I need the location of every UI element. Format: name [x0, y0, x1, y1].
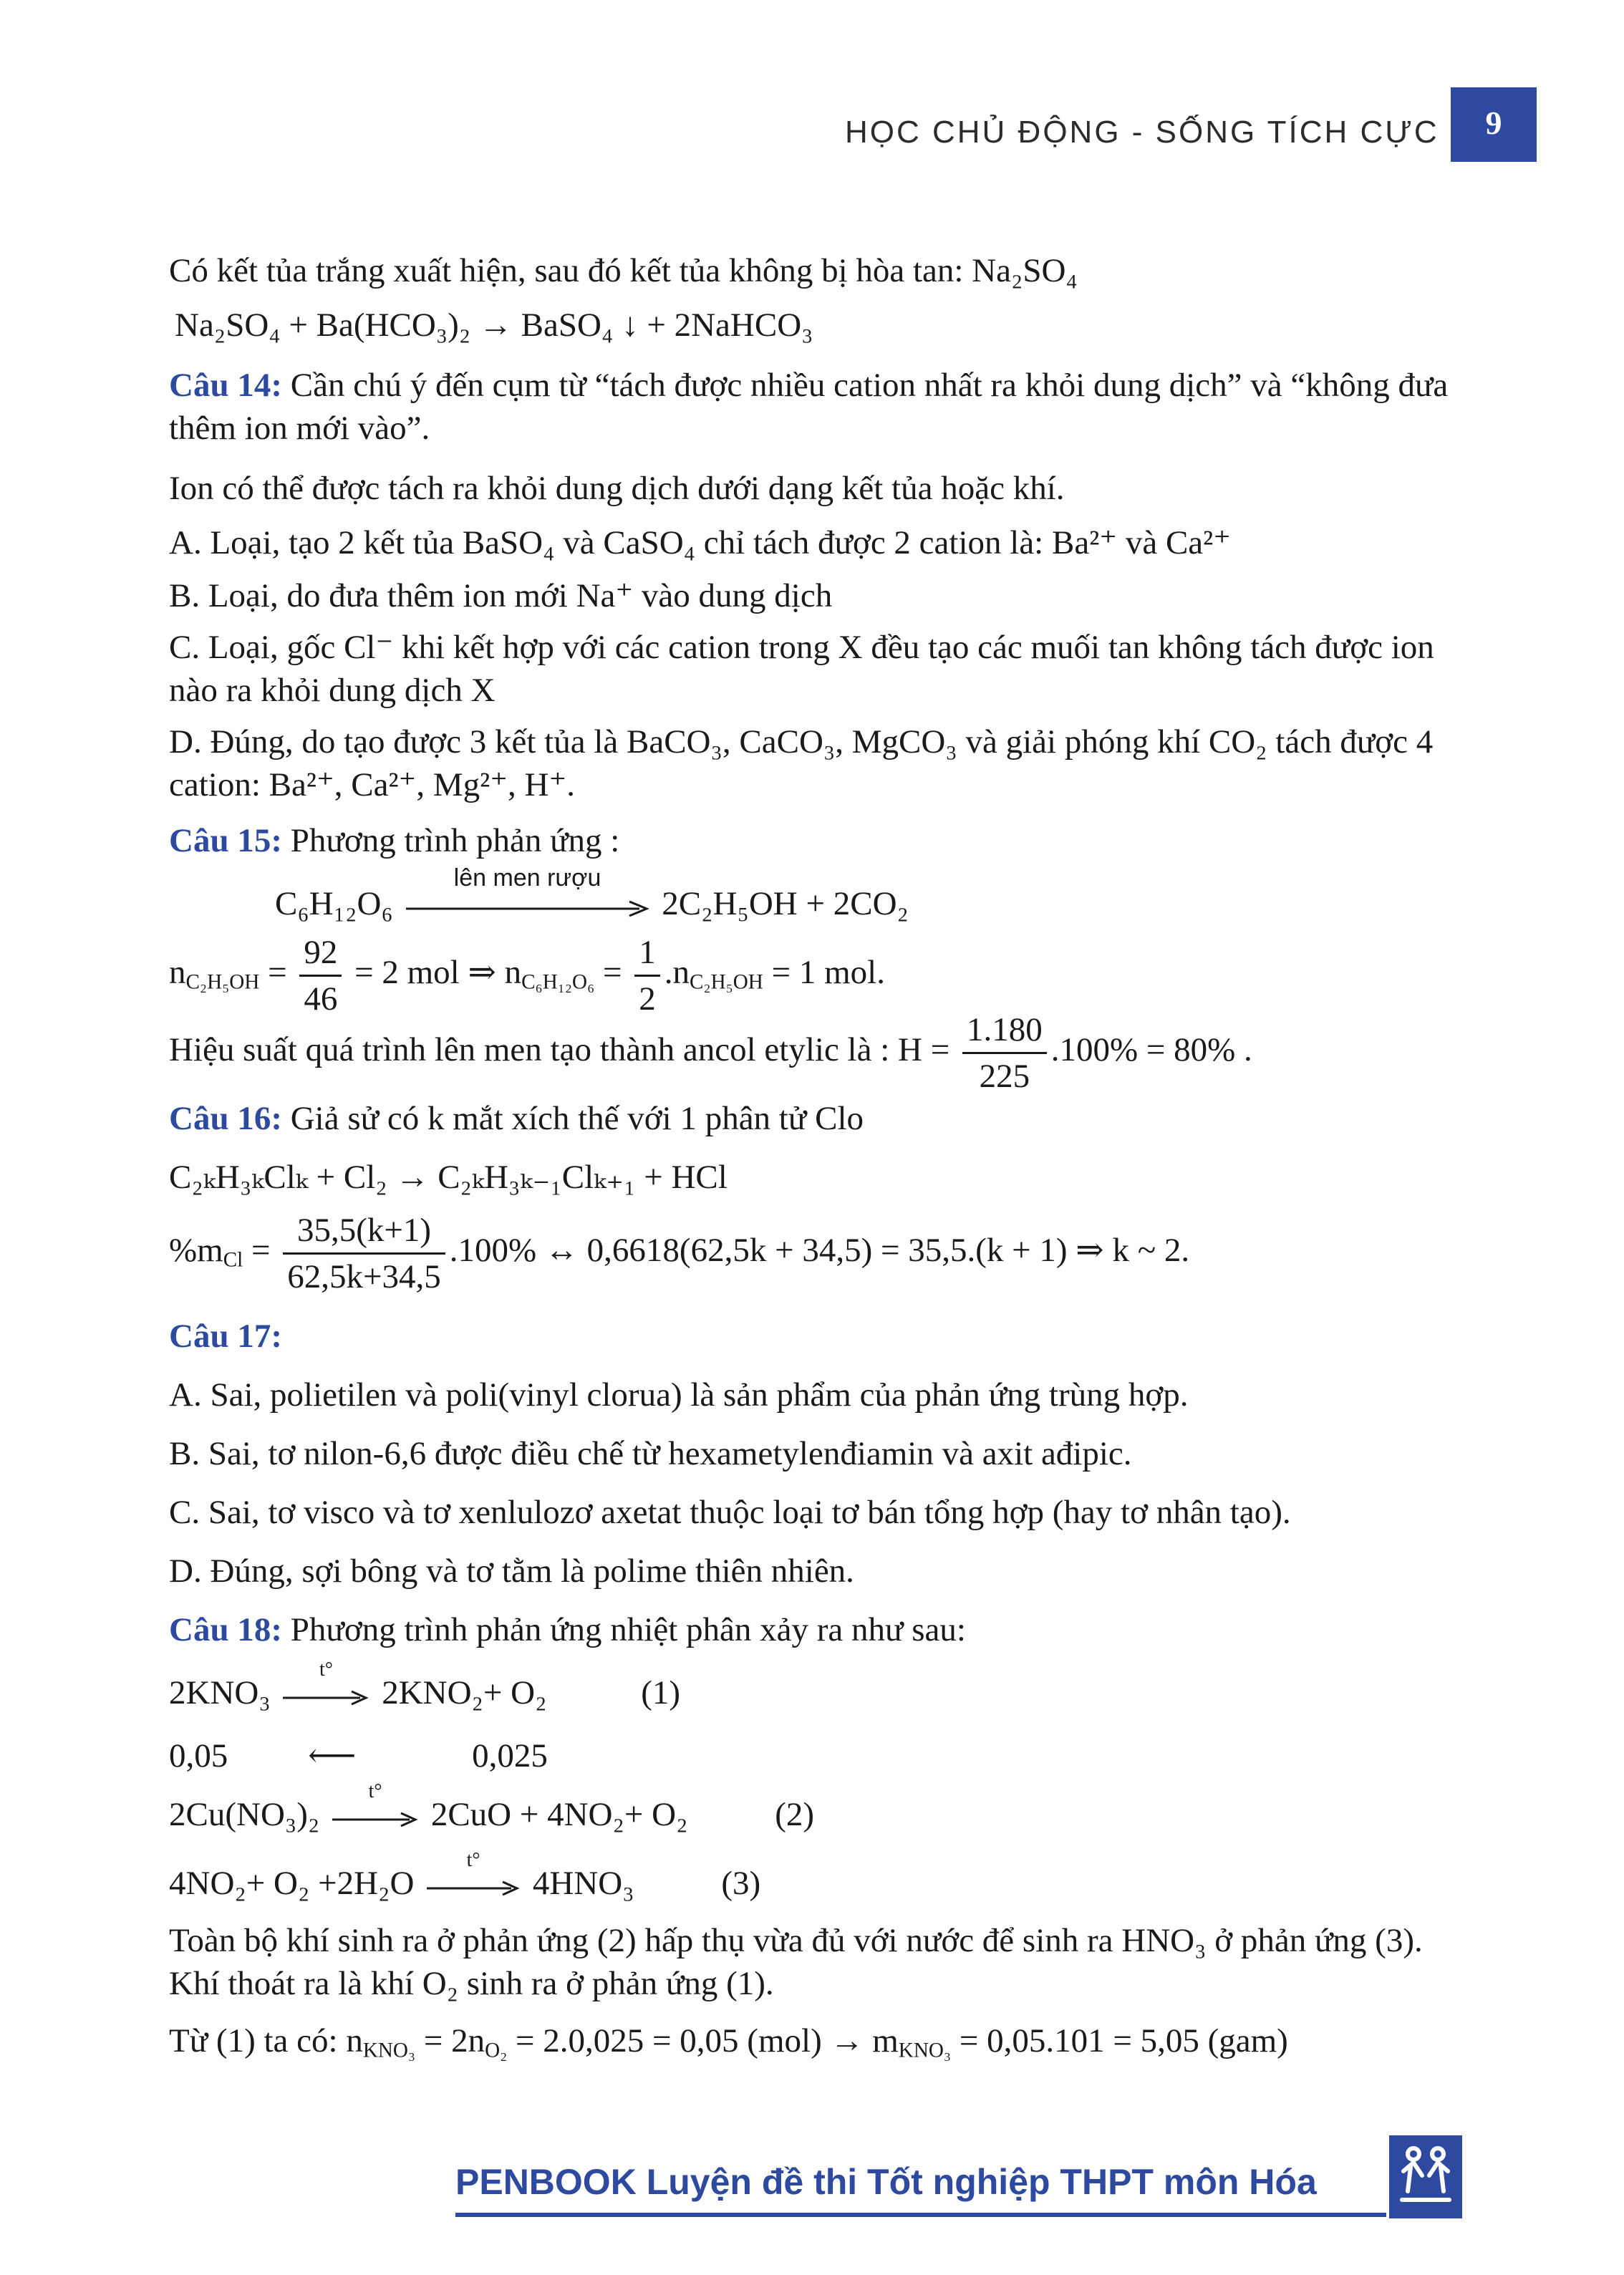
r3-number: (3): [721, 1865, 761, 1902]
intro-equation: Na₂SO₄ + Ba(HCO₃)₂ → BaSO₄ ↓ + 2NaHCO₃: [175, 306, 813, 344]
q15-heading: [169, 819, 619, 862]
q17-option-a: A. Sai, polietilen và poli(vinyl clorua) là sản phẩm của phản ứng trùng hợp.: [169, 1376, 1189, 1414]
q15-yield: [169, 1005, 1252, 1094]
r3-arrow: [427, 1849, 520, 1908]
q15-text: Phương trình phản ứng :: [290, 822, 620, 859]
r2-reactant: 2Cu(NO₃)₂: [169, 1796, 320, 1833]
intro-line: Có kết tủa trắng xuất hiện, sau đó kết tủa không bị hòa tan: Na₂SO₄: [169, 252, 1078, 289]
r2-condition: t°: [368, 1780, 382, 1803]
mole-right: 0,025: [472, 1737, 548, 1774]
r1-product: 2KNO₂+ O₂: [382, 1674, 547, 1711]
q15-mid: = 2 mol ⇒ n: [354, 954, 522, 991]
q14-line2: Ion có thể được tách ra khỏi dung dịch dưới dạng kết tủa hoặc khí.: [169, 470, 1065, 507]
q15-condition: lên men rượu: [453, 864, 601, 892]
penbook-logo-icon: [1389, 2135, 1462, 2218]
q14-option-c: C. Loại, gốc Cl⁻ khi kết hợp với các cation trong X đều tạo các muối tan không tách được ion nào ra khỏi dung dịch X: [169, 629, 1434, 709]
q16-heading: [169, 1097, 864, 1140]
q17-label: Câu 17:: [169, 1318, 282, 1355]
q18-reaction-3: [169, 1849, 761, 1908]
q14-label: Câu 14:: [169, 367, 282, 404]
q16-percent-symbol: %m: [169, 1232, 223, 1269]
q15-label: Câu 15:: [169, 822, 282, 859]
q15-sub-ethanol-2: C₂H₅OH: [690, 970, 763, 994]
q15-reaction: [275, 864, 909, 928]
q15-sub-glucose: C₆H₁₂O₆: [521, 970, 595, 994]
frac-denominator: 46: [304, 980, 338, 1018]
q14-option-b: B. Loại, do đưa thêm ion mới Na⁺ vào dung dịch: [169, 577, 833, 614]
q18-reaction-2: [169, 1780, 815, 1839]
final-pre: Từ (1) ta có: n: [169, 2022, 363, 2059]
r2-number: (2): [775, 1796, 815, 1833]
arrow-right-icon: [427, 1880, 520, 1897]
q15-yield-tail: .100% = 80% .: [1050, 1031, 1252, 1068]
q16-tail: .100% ↔ 0,6618(62,5k + 34,5) = 35,5.(k + 1) ⇒ k ~ 2.: [449, 1232, 1190, 1269]
q16-equation: C₂ₖH₃ₖClₖ + Cl₂ → C₂ₖH₃ₖ₋₁Clₖ₊₁ + HCl: [169, 1159, 728, 1196]
header-title: HỌC CHỦ ĐỘNG - SỐNG TÍCH CỰC: [845, 115, 1439, 150]
q15-yield-fraction: [962, 1008, 1047, 1098]
frac-numerator: 1.180: [962, 1008, 1047, 1054]
q15-calculation: $n_{C_2H_5OH}$ = $\frac{92}{46}$ = 2 mol ⇒ $n_{C_6H_{12}O_6}$ = $\frac{1}{2}$ $.n_{C_2H_5OH} = 1$ mol.: [169, 929, 885, 1015]
q16-sub-cl: Cl: [223, 1248, 243, 1272]
page-number: 9: [1451, 87, 1537, 162]
r3-reactant: 4NO₂+ O₂ +2H₂O: [169, 1865, 415, 1902]
q14-paragraph: [169, 364, 1458, 450]
r2-product: 2CuO + 4NO₂+ O₂: [430, 1796, 688, 1833]
r3-product: 4HNO₃: [532, 1865, 634, 1902]
q14-option-a: A. Loại, tạo 2 kết tủa BaSO₄ và CaSO₄ chỉ tách được 2 cation là: Ba²⁺ và Ca²⁺: [169, 524, 1232, 561]
q18-reaction-1: [169, 1658, 681, 1717]
q15-reactant: C₆H₁₂O₆: [275, 885, 393, 922]
frac-denominator: 2: [639, 980, 656, 1018]
r1-condition: t°: [319, 1658, 333, 1681]
r1-reactant: 2KNO₃: [169, 1674, 271, 1711]
footer-title: PENBOOK Luyện đề thi Tốt nghiệp THPT môn Hóa: [455, 2162, 1317, 2202]
arrow-right-icon: [332, 1811, 418, 1828]
q17-option-d: D. Đúng, sợi bông và tơ tằm là polime thiên nhiên.: [169, 1552, 854, 1590]
q17-option-c: C. Sai, tơ visco và tơ xenlulozơ axetat thuộc loại tơ bán tổng hợp (hay tơ nhân tạo).: [169, 1494, 1291, 1531]
q15-tail-pre: .n: [664, 954, 690, 991]
q18-text: Phương trình phản ứng nhiệt phân xảy ra như sau:: [290, 1611, 966, 1648]
frac-numerator: 35,5(k+1): [283, 1208, 445, 1255]
q14-text: Cần chú ý đến cụm từ “tách được nhiều cation nhất ra khỏi dung dịch” và “không đưa thêm ion mới vào”.: [169, 367, 1449, 447]
r1-number: (1): [641, 1674, 681, 1711]
final-tail: = 0,05.101 = 5,05 (gam): [951, 2022, 1288, 2059]
q16-label: Câu 16:: [169, 1100, 282, 1137]
footer-divider: [455, 2213, 1386, 2217]
q16-percent: $\%m_{Cl}$ = $\frac{35,5(k+1)}{62,5k+34,5}$ .100% ↔ 0,6618(62,5k + 34,5) = 35,5.(k + 1) ⇒ k ~ 2.: [169, 1206, 1189, 1295]
q14-option-d: D. Đúng, do tạo được 3 kết tủa là BaCO₃, CaCO₃, MgCO₃ và giải phóng khí CO₂ tách được 4 cation: Ba²⁺, Ca²⁺, Mg²⁺, H⁺.: [169, 723, 1434, 803]
final-sub-kno3: KNO₃: [362, 2039, 416, 2062]
frac-denominator: 225: [979, 1057, 1030, 1095]
q15-arrow: [406, 864, 649, 928]
r1-arrow: [283, 1658, 369, 1717]
q18-conclusion: Toàn bộ khí sinh ra ở phản ứng (2) hấp thụ vừa đủ với nước để sinh ra HNO₃ ở phản ứng (3). Khí thoát ra là khí O₂ sinh ra ở phản ứng (1).: [169, 1922, 1423, 2002]
q15-product: 2C₂H₅OH + 2CO₂: [662, 885, 909, 922]
r3-condition: t°: [466, 1849, 480, 1872]
r2-arrow: [332, 1780, 418, 1839]
q15-sub-ethanol: C₂H₅OH: [185, 970, 260, 994]
q18-final: [169, 2019, 1288, 2062]
q15-yield-text: Hiệu suất quá trình lên men tạo thành ancol etylic là : H =: [169, 1031, 950, 1068]
q15-tail: = 1 mol.: [763, 954, 885, 991]
final-sub-kno3-2: KNO₃: [898, 2039, 952, 2062]
q18-label: Câu 18:: [169, 1611, 282, 1648]
final-mid: = 2n: [415, 2022, 485, 2059]
mole-left: 0,05: [169, 1737, 228, 1774]
q15-n-symbol: n: [169, 954, 186, 991]
q18-heading: [169, 1608, 966, 1651]
q16-text: Giả sử có k mắt xích thế với 1 phân tử Clo: [290, 1100, 864, 1137]
frac-denominator: 62,5k+34,5: [287, 1257, 441, 1295]
frac-numerator: 92: [299, 930, 342, 977]
frac-numerator: 1: [634, 930, 660, 977]
arrow-right-icon: [283, 1689, 369, 1706]
long-arrow-icon: [406, 900, 649, 917]
q16-fraction: [283, 1208, 445, 1299]
q17-option-b: B. Sai, tơ nilon-6,6 được điều chế từ hexametylenđiamin và axit ađipic.: [169, 1435, 1132, 1472]
final-mid-2: = 2.0,025 = 0,05 (mol) → m: [507, 2022, 899, 2059]
final-sub-o2: O₂: [485, 2039, 508, 2062]
arrow-left-icon: ⟵: [308, 1737, 357, 1774]
